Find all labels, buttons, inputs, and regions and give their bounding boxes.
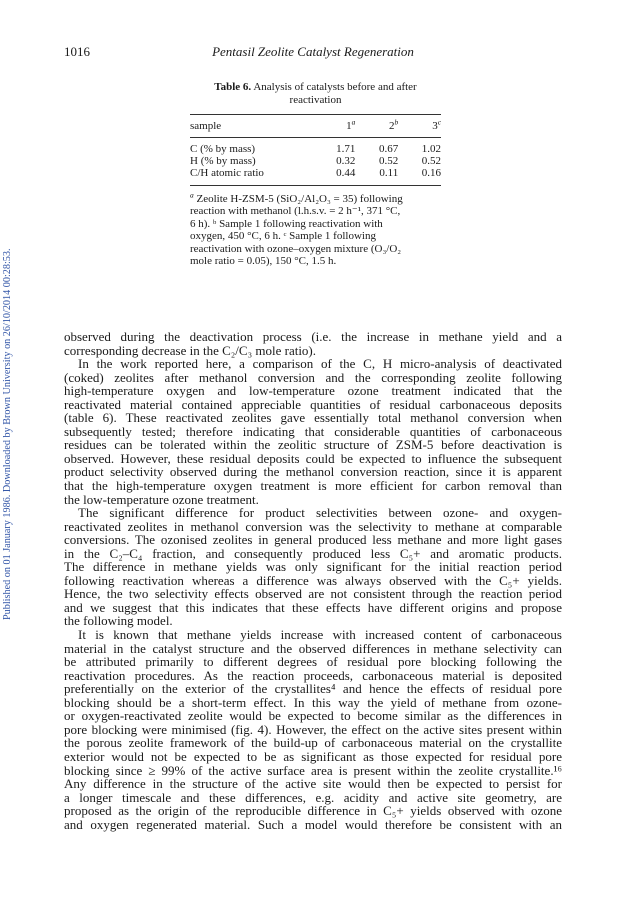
body-line: observed during the deactivation process (i.e. the increase in methane yield and a [64, 329, 562, 344]
table-cell: 1.02 [421, 143, 442, 155]
body-line: subsequently tested; therefore indicating that considerable quantities of carbonaceous [64, 423, 562, 439]
table-header-row [190, 115, 441, 137]
body-line: the porous zeolite framework of the build-up of carbonaceous material on the crystallite [64, 735, 562, 751]
running-title: Pentasil Zeolite Catalyst Regeneration [212, 44, 414, 59]
body-line: (coked) zeolites after methanol conversion and the corresponding zeolite following [64, 369, 562, 385]
body-line: reactivation procedures. As the reaction proceeds, carbonaceous material is deposited [64, 667, 562, 683]
table-header-2: 2$^b$ [388, 117, 399, 132]
table-caption-label: Table 6. [214, 81, 252, 93]
body-line: The difference in methane yields was only significant for the initial reaction period [64, 559, 562, 575]
body-line: It is known that methane yields increase with increased content of carbonaceous [78, 627, 562, 643]
table-header-3: 3$^c$ [432, 117, 442, 132]
body-line: preferentially on the exterior of the crystallites⁴ and hence the effects of residual pore [64, 681, 562, 697]
body-line: pore blocking were minimised (fig. 4). However, the effect on the active sites present within [64, 721, 562, 737]
body-line: the low-temperature ozone treatment. [64, 491, 259, 507]
table-row-label: H (% by mass) [190, 155, 256, 167]
body-line: product selectivity observed during the methanol conversion reaction, since it is apparent [64, 464, 562, 480]
body-line: In the work reported here, a comparison of the C, H micro-analysis of deactivated [78, 356, 562, 372]
body-line: reactivated material contained appreciable quantities of residual carbonaceous deposits [64, 396, 562, 412]
table-body [190, 138, 441, 185]
table-footnote-line: 6 h). ᵇ Sample 1 following reactivation with [190, 217, 383, 230]
body-line: exterior would not be expected to be as significant as those expected for residual pore [64, 748, 562, 764]
body-line: or oxygen-reactivated zeolite would be expected to become similar as the differences in [64, 708, 562, 724]
download-notice-text: Published on 01 January 1986. Downloaded by Brown University on 26/10/2014 00:28:53. [2, 248, 13, 620]
table-cell: 0.52 [421, 155, 442, 167]
table-header-1: 1$^a$ [346, 117, 356, 132]
table-row [190, 155, 441, 167]
body-line: (table 6). These reactivated zeolites gave essentially total methanol conversion when [64, 410, 562, 426]
table-footnote-line: oxygen, 450 °C, 6 h. ᶜ Sample 1 following [190, 230, 376, 243]
body-line: a longer timescale and these differences, e.g. acidity and active site geometry, are [64, 789, 562, 805]
table-cell: 0.11 [379, 167, 399, 179]
body-line: material in the catalyst structure and the observed differences in methane selectivity can [64, 640, 562, 656]
body-line: blocking since ≥ 99% of the active surface area is present within the zeolite crystallite.¹⁶ [64, 762, 562, 778]
body-line: high-temperature oxygen and low-temperature ozone treatment indicated that the [64, 383, 562, 399]
body-line: the following model. [64, 613, 173, 629]
body-line: that the high-temperature oxygen treatment is more efficient for carbon removal than [64, 478, 562, 494]
body-text [64, 330, 562, 831]
table-footnote-line: reactivation with ozone–oxygen mixture (O₃/O₂ [190, 242, 402, 255]
table-header-sample: sample [190, 120, 222, 132]
page-number: 1016 [64, 44, 90, 59]
table-row [190, 167, 441, 179]
table-footnote-line: mole ratio = 0.05), 150 °C, 1.5 h. [190, 255, 337, 268]
table-caption [190, 81, 441, 107]
table-row [190, 143, 441, 155]
body-line: The significant difference for product selectivities between ozone- and oxygen- [78, 505, 562, 521]
table-cell: 0.16 [421, 167, 442, 179]
table-cell: 0.32 [336, 155, 356, 167]
body-line: be attributed primarily to different degrees of residual pore blocking following the [64, 654, 562, 670]
table-row-label: C (% by mass) [190, 143, 256, 155]
body-line: reactivated zeolites in methanol conversion was the selectivity to methane at comparable [64, 518, 562, 534]
table-caption-line2: reactivation [289, 94, 342, 106]
download-notice [2, 150, 16, 620]
table-bottom-rule [190, 185, 441, 186]
table-6 [190, 81, 441, 267]
body-line: observed. However, these residual deposits could be expected to influence the subsequent [64, 450, 562, 466]
body-line: and oxygen regenerated material. Such a model would therefore be consistent with an [64, 816, 562, 832]
table-cell: 1.71 [336, 143, 356, 155]
table-footnote-line: reaction with methanol (l.h.s.v. = 2 h⁻¹, 371 °C, [190, 205, 401, 218]
body-line: and we suggest that this indicates that these effects have different origins and propose [64, 599, 562, 615]
body-line: blocking should be a short-term effect. In this way the yield of methane from ozone- [64, 694, 562, 710]
table-cell: 0.44 [336, 167, 356, 179]
page-header [64, 44, 562, 60]
body-line: conversions. The ozonised zeolites in general produced less methane and more light gases [64, 532, 562, 548]
body-line: Hence, the two selectivity effects observed are not consistent through the reaction period [64, 586, 562, 602]
body-line: residues can be tolerated within the zeolitic structure of ZSM-5 before deactivation is [64, 437, 562, 453]
table-caption-line1: Analysis of catalysts before and after [253, 81, 417, 93]
body-line: in the C₂–C₄ fraction, and consequently produced less C₅+ and aromatic products. [64, 545, 562, 561]
body-line: Any difference in the structure of the active site would then be expected to persist for [64, 776, 562, 792]
table-footnotes [190, 190, 441, 268]
table-cell: 0.67 [378, 143, 399, 155]
table-cell: 0.52 [378, 155, 399, 167]
table-row-label: C/H atomic ratio [190, 167, 264, 179]
body-line: proposed as the origin of the reproducible difference in C₅+ yields observed with ozone [64, 803, 562, 819]
body-line: following reactivation whereas a difference was always observed with the C₅+ yields. [64, 572, 562, 588]
body-line: corresponding decrease in the C₂/C₃ mole ratio). [64, 342, 317, 358]
table-footnote-line: $^a$ Zeolite H-ZSM-5 (SiO₂/Al₂O₃ = 35) following [190, 190, 403, 205]
